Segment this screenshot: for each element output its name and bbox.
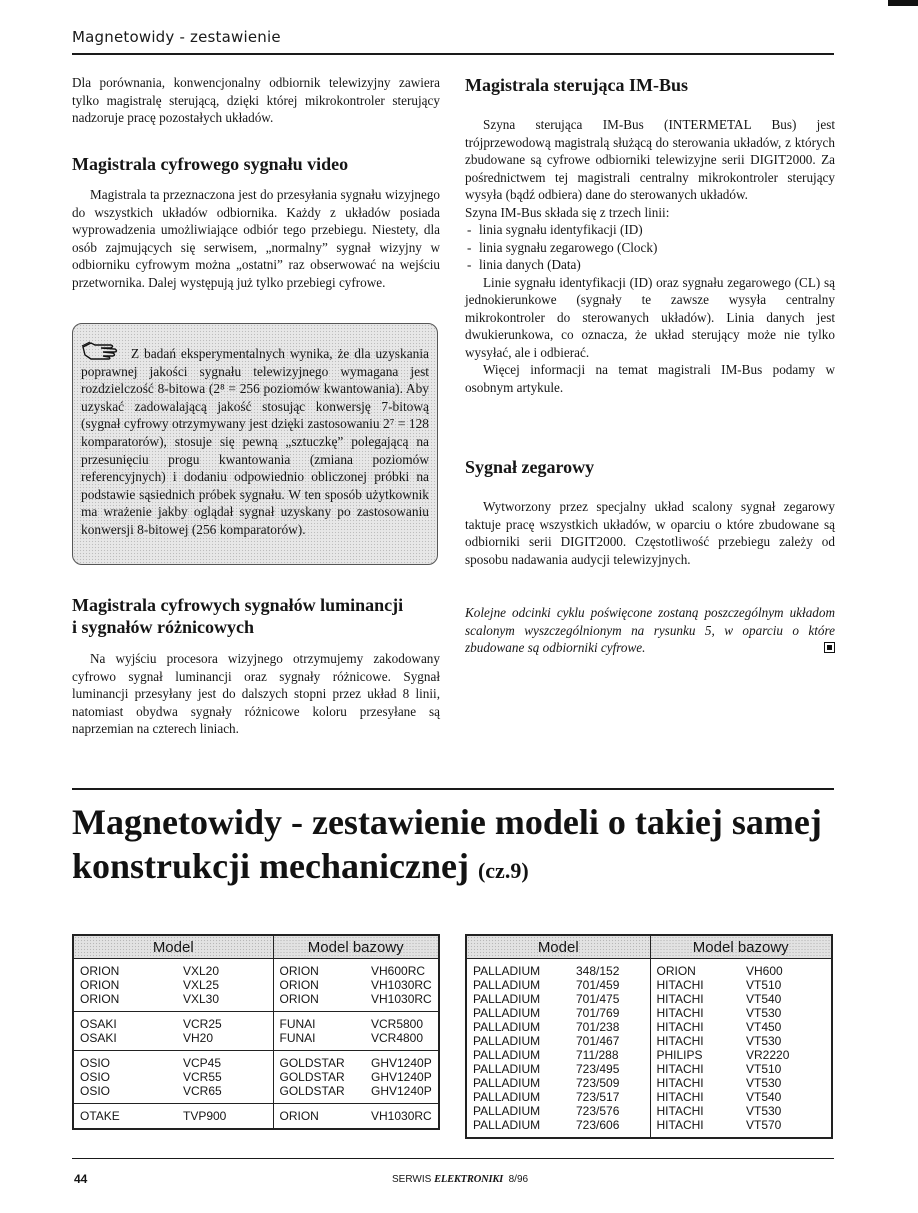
brand-cell: ORION xyxy=(80,964,120,978)
table-row xyxy=(73,1031,439,1051)
model-cell: 701/475 xyxy=(576,992,620,1006)
base-model-cell: VT570 xyxy=(746,1118,782,1132)
table-header-model: Model xyxy=(466,935,650,959)
luminance-paragraph: Na wyjściu procesora wizyjnego otrzymujemy zakodowany cyfrowo sygnał luminancji oraz sygnały różnicowe. Sygnał luminancji przesyłany jest do dalszych stopni przez układ 8 linii, natomiast obydwa sygnały różnicowe koloru przesyłane są naprzemian na czterech liniach. xyxy=(72,651,440,736)
model-cell: 348/152 xyxy=(576,964,620,978)
table-row xyxy=(73,1012,439,1032)
table-row xyxy=(73,1104,439,1130)
imbus-paragraph-3: Linie sygnału identyfikacji (ID) oraz sygnału zegarowego (CL) są jednokierunkowe (sygnały te zawsze wysyła centralny mikrokontroler do sterowanych układów). Linia danych jest dwukierunkowa, co oznacza, że układ sterujący może nie tylko wysyłać, ale i odbierać. xyxy=(465,274,835,360)
base-model-cell: VT540 xyxy=(746,992,782,1006)
brand-cell: PALLADIUM xyxy=(473,964,541,978)
section-title-luminance-line1: Magistrala cyfrowych sygnałów luminancji xyxy=(72,595,404,615)
brand-cell: PALLADIUM xyxy=(473,1020,541,1034)
brand-cell: OSAKI xyxy=(73,1012,177,1032)
magazine-prefix: SERWIS xyxy=(392,1174,432,1185)
model-cell: 701/769 xyxy=(576,1006,620,1020)
table-row xyxy=(466,1118,832,1138)
magazine-footer xyxy=(392,1174,528,1185)
section-title-video-bus: Magistrala cyfrowego sygnału video xyxy=(72,154,349,174)
brand-cell: PALLADIUM xyxy=(473,1076,541,1090)
section-title-luminance-line2: i sygnałów różnicowych xyxy=(72,617,254,637)
note-box xyxy=(72,323,438,565)
table-row xyxy=(73,1084,439,1104)
table-row xyxy=(466,992,832,1006)
table-row xyxy=(73,959,439,979)
table-group xyxy=(73,1012,439,1051)
imbus-paragraph-2: Szyna IM-Bus składa się z trzech linii: xyxy=(465,204,670,220)
table-row xyxy=(73,1070,439,1084)
model-cell: 701/459 xyxy=(576,978,620,992)
base-brand-cell: GOLDSTAR xyxy=(273,1070,365,1084)
article-rule xyxy=(72,788,834,790)
end-of-article-icon xyxy=(824,642,835,653)
brand-cell: PALLADIUM xyxy=(473,1118,541,1132)
model-cell: 723/495 xyxy=(576,1062,620,1076)
table-group xyxy=(73,959,439,1012)
imbus-lines-list xyxy=(465,221,835,274)
section-clock-text xyxy=(465,498,835,568)
base-model-cell: VCR4800 xyxy=(371,1031,424,1045)
base-model-cell: VH600RC xyxy=(371,964,426,978)
base-model-cell: VT530 xyxy=(746,1104,782,1118)
base-brand-cell: FUNAI xyxy=(273,1031,365,1051)
base-model-cell: VT530 xyxy=(746,1076,782,1090)
brand-cell: ORION xyxy=(80,992,120,1006)
article-title-line2: konstrukcji mechanicznej xyxy=(72,846,469,886)
article-part: (cz.9) xyxy=(477,858,529,883)
brand-cell: PALLADIUM xyxy=(473,1090,541,1104)
section-title-luminance xyxy=(72,594,440,638)
model-cell: VCR25 xyxy=(177,1012,273,1032)
base-model-cell: VT530 xyxy=(746,1034,782,1048)
model-cell: 701/467 xyxy=(576,1034,620,1048)
footer-rule xyxy=(72,1158,834,1159)
brand-cell: PALLADIUM xyxy=(473,1104,541,1118)
page-number: 44 xyxy=(74,1172,88,1186)
base-model-cell: GHV1240P xyxy=(371,1084,432,1098)
brand-cell: OSIO xyxy=(73,1051,177,1071)
base-model-cell: VT510 xyxy=(746,978,782,992)
base-brand-cell: HITACHI xyxy=(650,978,740,992)
model-cell: 711/288 xyxy=(576,1048,619,1062)
base-brand-cell: GOLDSTAR xyxy=(273,1051,365,1071)
section-title-clock: Sygnał zegarowy xyxy=(465,457,595,477)
list-item: - linia sygnału zegarowego (Clock) xyxy=(465,239,835,257)
model-cell: 723/576 xyxy=(576,1104,620,1118)
table-row xyxy=(73,992,439,1012)
base-brand-cell: GOLDSTAR xyxy=(273,1084,365,1104)
header-rule xyxy=(72,53,834,55)
base-brand-cell: PHILIPS xyxy=(650,1048,740,1062)
base-brand-cell: HITACHI xyxy=(650,1034,740,1048)
note-text: Z badań eksperymentalnych wynika, że dla uzyskania poprawnej jakości sygnału telewizyjnego wymagana jest rozdzielczość 8-bitowa (2⁸ = 256 poziomów kwantowania). Aby uzyskać zadowalającą jakość stosując konwersję 7-bitową (sygnał cyfrowy otrzymywany jest dzięki zastosowaniu 2⁷ = 128 komparatorów), stosuje się pewną „sztuczkę” polegającą na przesunięciu progu kwantowania (zmiana poziomów referencyjnych) i dodaniu odpowiednio obliczonej próbki na podstawie sąsiednich próbek sygnału. W ten sposób użytkownik ma wrażenie jakby oglądał sygnał uzyskany po zastosowaniu konwersji 8-bitowej (256 komparatorów). xyxy=(81,346,429,537)
clock-paragraph: Wytworzony przez specjalny układ scalony sygnał zegarowy taktuje pracę wszystkich układów, w oparciu o które zbudowane są odbiorniki serii DIGIT2000. Częstotliwość przebiegu zależy od sposobu nadawania audycji telewizyjnych. xyxy=(465,499,835,567)
model-cell: 723/606 xyxy=(576,1118,620,1132)
table-row xyxy=(466,1062,832,1076)
base-model-cell: VH1030RC xyxy=(371,992,432,1006)
base-brand-cell: HITACHI xyxy=(650,1104,740,1118)
model-cell: VCP45 xyxy=(177,1051,273,1071)
base-model-cell: VT540 xyxy=(746,1090,782,1104)
brand-cell: PALLADIUM xyxy=(473,1062,541,1076)
brand-cell: PALLADIUM xyxy=(473,1006,541,1020)
model-cell: VH20 xyxy=(183,1031,214,1045)
model-cell: 723/517 xyxy=(576,1090,620,1104)
base-brand-cell: ORION xyxy=(650,959,740,979)
table-header-base-model: Model bazowy xyxy=(650,935,832,959)
note-text-block xyxy=(81,341,429,539)
imbus-paragraph-1: Szyna sterująca IM-Bus (INTERMETAL Bus) jest trójprzewodową magistralą służącą do sterowania układów, z których zbudowane są cyfrowe odbiorniki telewizyjne serii DIGIT2000. Za pośrednictwem tej magistrali centralny mikrokontroler sterujący wysyła (bądź odbiera) dane do sterowanych układów. xyxy=(465,117,835,202)
section-imbus-text xyxy=(465,116,835,396)
section-luminance-text xyxy=(72,650,440,738)
table-row xyxy=(466,1076,832,1090)
table-row xyxy=(466,1090,832,1104)
base-model-cell: VT530 xyxy=(746,1006,782,1020)
article-title xyxy=(72,800,832,893)
base-model-cell: VH600 xyxy=(746,964,783,978)
base-model-cell: VH1030RC xyxy=(365,1104,439,1130)
base-model-cell: GHV1240P xyxy=(371,1070,432,1084)
table-row xyxy=(466,1006,832,1020)
table-group xyxy=(466,959,832,1139)
video-bus-paragraph: Magistrala ta przeznaczona jest do przesyłania sygnału wizyjnego do wszystkich układów odbiornika. Każdy z układów posiada wyprowadzenia umożliwiające odbiór tego przebiegu. Niestety, dla osób zajmujących się serwisem, „normalny” sygnał wizyjny w odbiorniku cyfrowym można „ostatni” raz obserwować na wejściu przetwornika. Dalej występują już tylko przebiegi cyfrowe. xyxy=(72,187,440,290)
base-model-cell: GHV1240P xyxy=(365,1051,439,1071)
models-table-left xyxy=(72,934,440,1130)
models-table-right xyxy=(465,934,833,1139)
section-title-imbus: Magistrala sterująca IM-Bus xyxy=(465,75,688,95)
base-brand-cell: HITACHI xyxy=(650,1006,740,1020)
brand-cell: OTAKE xyxy=(73,1104,177,1130)
model-cell: 701/238 xyxy=(576,1020,620,1034)
magazine-issue: 8/96 xyxy=(508,1174,529,1185)
model-cell: VCR65 xyxy=(183,1084,222,1098)
table-row xyxy=(466,978,832,992)
table-header-model: Model xyxy=(73,935,273,959)
brand-cell: PALLADIUM xyxy=(473,978,541,992)
intro-paragraph: Dla porównania, konwencjonalny odbiornik telewizyjny zawiera tylko magistralę sterującą, dzięki której mikrokontroler sterujący nadzoruje pracę pozostałych układów. xyxy=(72,75,440,125)
table-row xyxy=(73,978,439,992)
base-model-cell: VT510 xyxy=(746,1062,782,1076)
base-brand-cell: FUNAI xyxy=(273,1012,365,1032)
base-model-cell: VH1030RC xyxy=(371,978,432,992)
model-cell: VXL30 xyxy=(183,992,220,1006)
base-brand-cell: HITACHI xyxy=(650,992,740,1006)
model-cell: VXL25 xyxy=(183,978,220,992)
base-brand-cell: ORION xyxy=(273,978,365,992)
model-cell: 723/509 xyxy=(576,1076,620,1090)
base-brand-cell: HITACHI xyxy=(650,1020,740,1034)
base-brand-cell: HITACHI xyxy=(650,1118,740,1138)
base-brand-cell: ORION xyxy=(273,959,365,979)
base-brand-cell: HITACHI xyxy=(650,1062,740,1076)
imbus-paragraph-4: Więcej informacji na temat magistrali IM-Bus podamy w osobnym artykule. xyxy=(465,362,835,395)
table-row xyxy=(466,959,832,979)
brand-cell: OSAKI xyxy=(80,1031,117,1045)
model-cell: VXL20 xyxy=(183,964,220,978)
left-intro xyxy=(72,74,440,127)
list-item: - linia sygnału identyfikacji (ID) xyxy=(465,221,835,239)
article-title-line1: Magnetowidy - zestawienie modeli o takiej samej xyxy=(72,802,822,842)
closing-note-text: Kolejne odcinki cyklu poświęcone zostaną poszczególnym układom scalonym wyszczególnionym na rysunku 5, w oparciu o które zbudowane są odbiorniki cyfrowe. xyxy=(465,605,835,655)
table-row xyxy=(466,1104,832,1118)
table-header-base-model: Model bazowy xyxy=(273,935,439,959)
section-video-bus-text xyxy=(72,186,440,291)
base-brand-cell: ORION xyxy=(273,992,365,1012)
closing-note xyxy=(465,604,835,657)
base-brand-cell: HITACHI xyxy=(650,1090,740,1104)
brand-cell: PALLADIUM xyxy=(473,1048,541,1062)
base-model-cell: VT450 xyxy=(746,1020,782,1034)
base-brand-cell: ORION xyxy=(273,1104,365,1130)
table-row xyxy=(73,1051,439,1071)
magazine-brand: ELEKTRONIKI xyxy=(434,1174,504,1185)
table-row xyxy=(466,1048,832,1062)
running-head: Magnetowidy - zestawienie xyxy=(72,28,281,46)
base-model-cell: VCR5800 xyxy=(365,1012,439,1032)
brand-cell: OSIO xyxy=(80,1070,111,1084)
note-paragraph xyxy=(81,341,429,539)
pointing-hand-icon xyxy=(81,341,125,361)
brand-cell: ORION xyxy=(80,978,120,992)
model-cell: VCR55 xyxy=(183,1070,222,1084)
list-item: - linia danych (Data) xyxy=(465,256,835,274)
base-brand-cell: HITACHI xyxy=(650,1076,740,1090)
table-row xyxy=(466,1020,832,1034)
corner-mark xyxy=(888,0,918,6)
brand-cell: PALLADIUM xyxy=(473,992,541,1006)
closing-note-paragraph xyxy=(465,604,835,657)
model-cell: TVP900 xyxy=(177,1104,273,1130)
table-group xyxy=(73,1051,439,1104)
base-model-cell: VR2220 xyxy=(746,1048,790,1062)
table-group xyxy=(73,1104,439,1130)
table-row xyxy=(466,1034,832,1048)
brand-cell: OSIO xyxy=(80,1084,111,1098)
brand-cell: PALLADIUM xyxy=(473,1034,541,1048)
